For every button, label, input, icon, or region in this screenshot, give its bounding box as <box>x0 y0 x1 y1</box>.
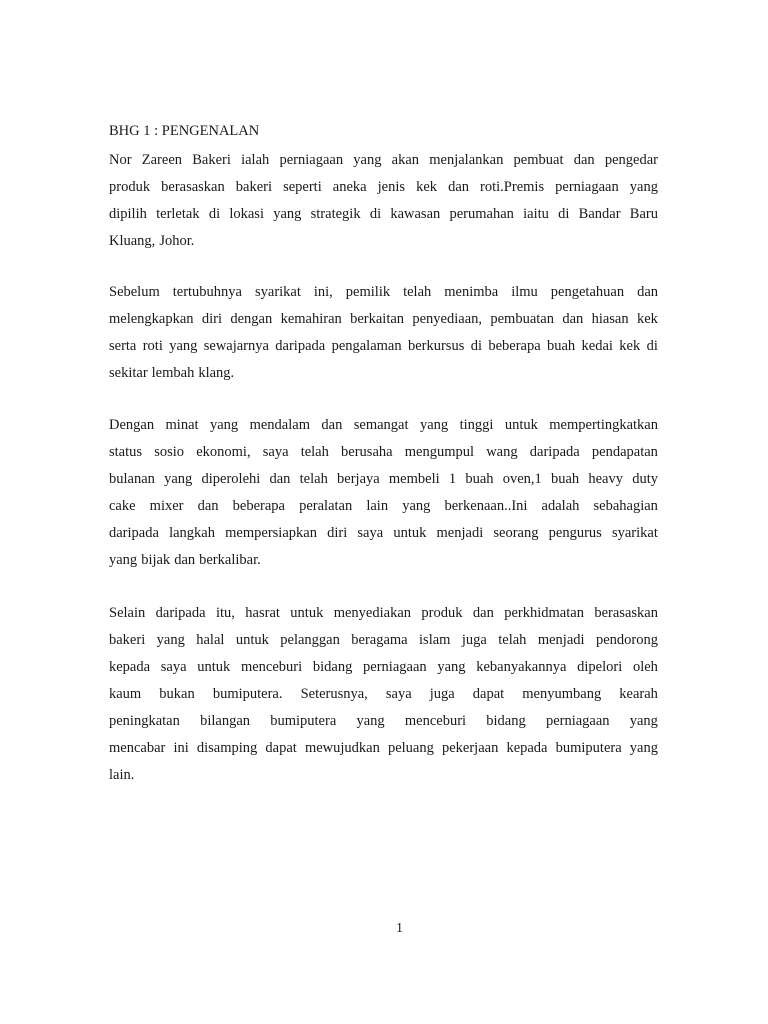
word: bumiputera. <box>212 686 283 702</box>
word: dipelori <box>577 659 623 675</box>
word: tinggi <box>459 417 494 433</box>
text-line <box>109 600 658 627</box>
text-line <box>109 520 658 547</box>
word: ekonomi, <box>196 444 251 460</box>
word: berkenaan..Ini <box>444 498 528 514</box>
word: Sebelum <box>109 284 160 300</box>
word: peluang <box>387 740 434 756</box>
word: lembah <box>151 365 195 381</box>
word: di <box>470 338 482 354</box>
word: menimba <box>444 284 499 300</box>
word: ilmu <box>511 284 538 300</box>
word: kepada <box>109 659 151 675</box>
word: di <box>646 338 658 354</box>
word: pendorong <box>595 632 658 648</box>
text-line <box>109 654 658 681</box>
word: klang. <box>198 365 235 381</box>
text-line <box>109 439 658 466</box>
word: minat <box>165 417 199 433</box>
word: bidang <box>312 659 353 675</box>
word: melengkapkan <box>109 311 194 327</box>
word: adalah <box>541 498 580 514</box>
word: Dengan <box>109 417 155 433</box>
word: daripada <box>155 605 206 621</box>
word: dan <box>448 179 469 195</box>
word: yang <box>356 713 385 729</box>
word: telah <box>403 284 432 300</box>
word: perniagaan <box>279 152 344 168</box>
word: saya <box>262 444 289 460</box>
word: bilangan <box>200 713 251 729</box>
word: daripada <box>109 525 159 541</box>
word: untuk <box>393 525 427 541</box>
word: beberapa <box>488 338 541 354</box>
word: bumiputera <box>555 740 622 756</box>
word: saya <box>160 659 187 675</box>
word: kearah <box>619 686 658 702</box>
text-line <box>109 466 658 493</box>
word: semangat <box>353 417 409 433</box>
word: dipilih <box>109 206 147 222</box>
text-line <box>109 627 658 654</box>
word: mencabar <box>109 740 166 756</box>
word: dan <box>562 311 584 327</box>
word: itu, <box>215 605 235 621</box>
word: untuk <box>235 632 269 648</box>
word: akan <box>391 152 420 168</box>
word: untuk <box>197 659 231 675</box>
word: pembuatan <box>490 311 554 327</box>
word: Selain <box>109 605 146 621</box>
word: dan <box>269 471 291 487</box>
text-line <box>109 735 658 762</box>
word: mempersiapkan <box>225 525 317 541</box>
word: Bandar <box>578 206 621 222</box>
word: Johor. <box>159 233 195 249</box>
word: ialah <box>241 152 270 168</box>
word: mewujudkan <box>304 740 380 756</box>
word: beragama <box>351 632 408 648</box>
word: yang <box>169 338 198 354</box>
word: 1 <box>448 471 457 487</box>
word: pengalaman <box>331 338 402 354</box>
word: oven,1 <box>502 471 542 487</box>
word: yang <box>629 713 658 729</box>
word: perumahan <box>449 206 514 222</box>
word: ini, <box>313 284 333 300</box>
word: pendapatan <box>591 444 658 460</box>
word: lain. <box>109 767 135 783</box>
word: dapat <box>472 686 505 702</box>
text-line <box>109 201 658 228</box>
word: perkhidmatan <box>504 605 584 621</box>
paragraph-background <box>109 279 658 387</box>
word: saya <box>385 686 412 702</box>
word: dan <box>321 417 343 433</box>
word: sosio <box>154 444 185 460</box>
word: dan <box>637 284 658 300</box>
word: Seterusnya, <box>300 686 368 702</box>
word: mixer <box>149 498 184 514</box>
word: iaitu <box>523 206 549 222</box>
word: dan <box>573 152 595 168</box>
word: roti <box>142 338 163 354</box>
text-line <box>109 360 658 387</box>
text-line <box>109 412 658 439</box>
word: pengetahuan <box>550 284 625 300</box>
word: duty <box>632 471 658 487</box>
word: roti.Premis <box>480 179 545 195</box>
word: halal <box>196 632 225 648</box>
word: yang <box>419 417 449 433</box>
word: hasrat <box>245 605 280 621</box>
word: Kluang, <box>109 233 156 249</box>
page-number: 1 <box>396 921 403 936</box>
word: buah <box>465 471 494 487</box>
word: kedai <box>581 338 613 354</box>
word: yang <box>109 552 138 568</box>
word: islam <box>419 632 451 648</box>
word: kek <box>416 179 438 195</box>
word: produk <box>421 605 463 621</box>
word: syarikat <box>611 525 658 541</box>
word: berkalibar. <box>199 552 261 568</box>
word: wang <box>486 444 518 460</box>
word: kaum <box>109 686 142 702</box>
word: diri <box>201 311 223 327</box>
word: saya <box>357 525 384 541</box>
word: mempertingkatkan <box>549 417 658 433</box>
text-line <box>109 547 658 574</box>
word: kepada <box>506 740 548 756</box>
word: kek <box>619 338 641 354</box>
text-line <box>109 681 658 708</box>
word: yang <box>156 632 185 648</box>
word: menyediakan <box>333 605 412 621</box>
word: menceburi <box>404 713 467 729</box>
paragraph-halal-goal <box>109 600 658 789</box>
word: menjadi <box>537 632 585 648</box>
word: di <box>208 206 221 222</box>
word: yang <box>629 179 658 195</box>
text-line <box>109 493 658 520</box>
word: perniagaan <box>545 713 610 729</box>
word: kawasan <box>390 206 441 222</box>
word: yang <box>164 471 193 487</box>
word: lain <box>366 498 389 514</box>
word: berusaha <box>341 444 393 460</box>
word: telah <box>299 471 328 487</box>
word: sekitar <box>109 365 148 381</box>
word: yang <box>209 417 239 433</box>
text-line <box>109 708 658 735</box>
word: bumiputera <box>270 713 337 729</box>
text-line <box>109 279 658 306</box>
word: dan <box>197 498 219 514</box>
text-line <box>109 306 658 333</box>
word: pekerjaan <box>441 740 499 756</box>
word: buah <box>550 471 580 487</box>
word: peningkatan <box>109 713 180 729</box>
paragraph-introduction <box>109 147 658 255</box>
word: kebanyakannya <box>476 659 567 675</box>
word: seorang <box>493 525 539 541</box>
word: bukan <box>159 686 195 702</box>
word: produk <box>109 179 151 195</box>
word: Nor <box>109 152 132 168</box>
word: berjaya <box>337 471 380 487</box>
word: mengumpul <box>404 444 475 460</box>
word: mendalam <box>249 417 310 433</box>
text-line <box>109 174 658 201</box>
word: sebahagian <box>593 498 658 514</box>
word: Baru <box>629 206 658 222</box>
word: di <box>558 206 570 222</box>
paragraph-motivation <box>109 412 658 574</box>
word: tertubuhnya <box>172 284 242 300</box>
word: oleh <box>632 659 658 675</box>
word: daripada <box>529 444 580 460</box>
word: pengedar <box>604 152 658 168</box>
word: dan <box>174 552 196 568</box>
word: yang <box>353 152 382 168</box>
word: pemilik <box>345 284 391 300</box>
word: bakeri <box>235 179 273 195</box>
word: yang <box>273 206 302 222</box>
word: pengurus <box>548 525 602 541</box>
text-line <box>109 333 658 360</box>
word: seperti <box>283 179 322 195</box>
word: berasaskan <box>594 605 658 621</box>
word: aneka <box>332 179 367 195</box>
text-line <box>109 228 658 255</box>
word: di <box>369 206 382 222</box>
word: hiasan <box>591 311 629 327</box>
word: berasaskan <box>161 179 225 195</box>
word: strategik <box>310 206 361 222</box>
word: heavy <box>588 471 623 487</box>
text-line <box>109 147 658 174</box>
word: dapat <box>265 740 297 756</box>
word: pembuat <box>513 152 564 168</box>
word: lokasi <box>229 206 264 222</box>
word: penyediaan, <box>412 311 483 327</box>
word: terletak <box>156 206 200 222</box>
word: juga <box>461 632 487 648</box>
word: bijak <box>141 552 171 568</box>
word: yang <box>629 740 658 756</box>
word: serta <box>109 338 137 354</box>
section-heading: BHG 1 : PENGENALAN <box>109 123 260 139</box>
word: beberapa <box>232 498 285 514</box>
word: jenis <box>377 179 406 195</box>
word: menyumbang <box>522 686 602 702</box>
word: syarikat <box>254 284 301 300</box>
word: bulanan <box>109 471 155 487</box>
word: kek <box>636 311 658 327</box>
word: berkursus <box>407 338 465 354</box>
word: Zareen <box>141 152 183 168</box>
word: ini <box>173 740 189 756</box>
word: untuk <box>504 417 538 433</box>
word: menceburi <box>240 659 303 675</box>
word: disamping <box>196 740 258 756</box>
word: diperolehi <box>201 471 261 487</box>
word: pelanggan <box>280 632 340 648</box>
word: membeli <box>388 471 440 487</box>
word: telah <box>498 632 527 648</box>
word: juga <box>429 686 455 702</box>
word: Bakeri <box>192 152 231 168</box>
text-line <box>109 762 658 789</box>
word: daripada <box>275 338 326 354</box>
word: sewajarnya <box>203 338 269 354</box>
word: perniagaan <box>363 659 427 675</box>
word: menjadi <box>436 525 484 541</box>
word: yang <box>437 659 466 675</box>
word: untuk <box>290 605 324 621</box>
word: cake <box>109 498 136 514</box>
word: status <box>109 444 143 460</box>
word: bakeri <box>109 632 146 648</box>
word: dan <box>472 605 494 621</box>
word: diri <box>327 525 348 541</box>
word: bidang <box>486 713 526 729</box>
word: menjalankan <box>429 152 504 168</box>
word: telah <box>300 444 329 460</box>
word: yang <box>402 498 431 514</box>
word: kemahiran <box>280 311 342 327</box>
word: peralatan <box>299 498 353 514</box>
word: buah <box>547 338 576 354</box>
word: langkah <box>169 525 215 541</box>
word: perniagaan <box>555 179 619 195</box>
word: berkaitan <box>350 311 405 327</box>
word: dengan <box>230 311 273 327</box>
